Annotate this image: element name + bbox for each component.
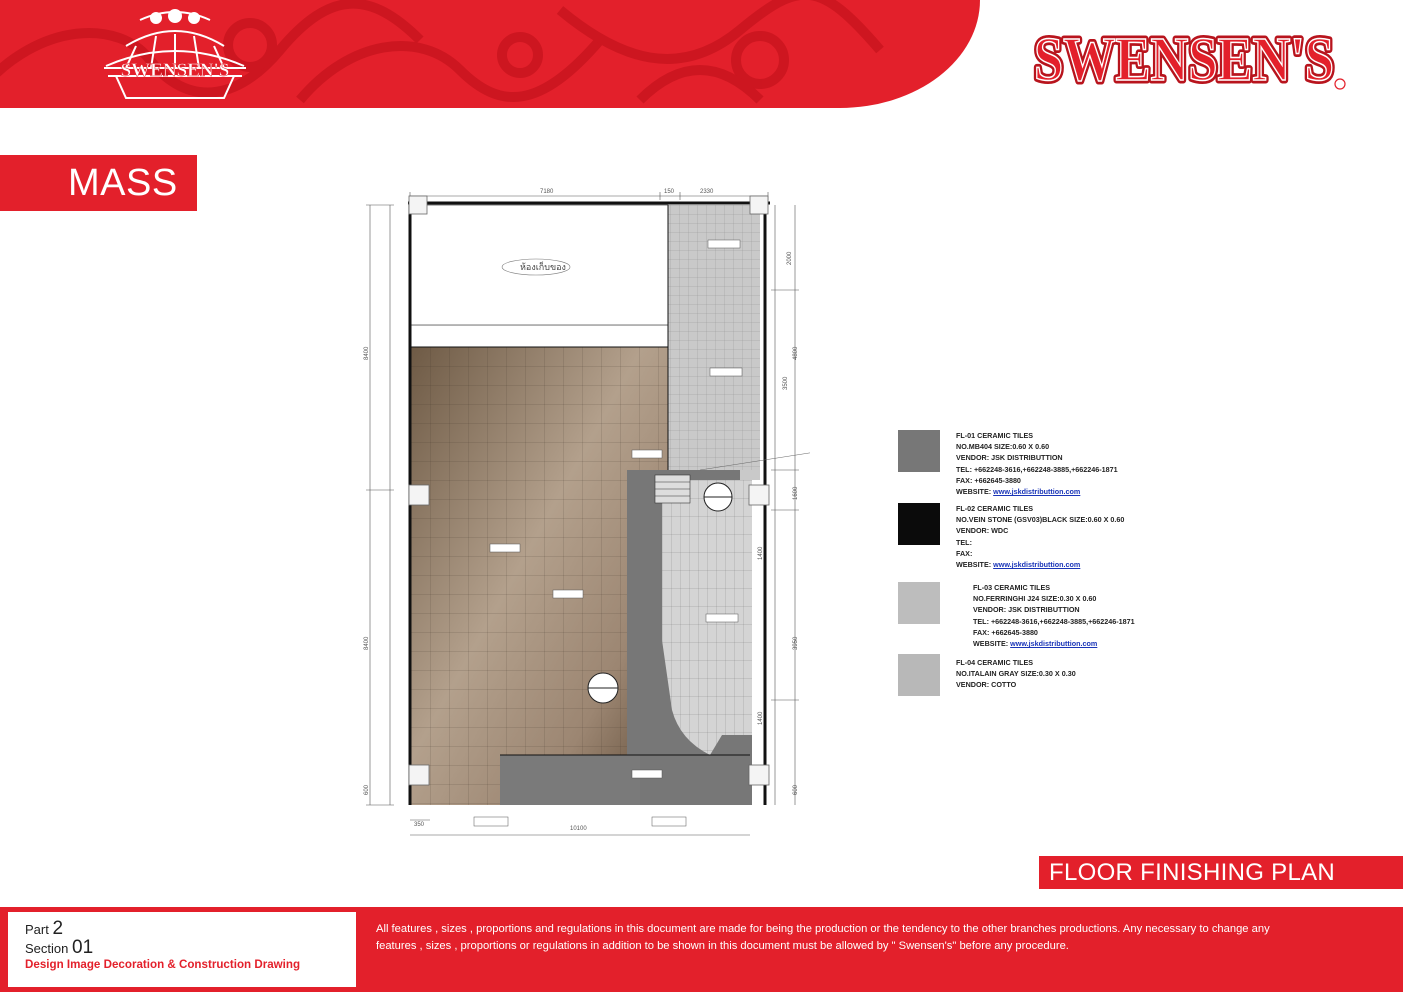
brand-wordmark: SWENSEN'S: [1034, 26, 1334, 94]
storage-room-label: ห้องเก็บของ: [520, 263, 566, 273]
dim-bottom-1: 350: [414, 822, 425, 828]
dim-bottom-2: 10100: [570, 826, 587, 832]
dim-right-5: 1400: [758, 711, 764, 725]
legend-swatch: [898, 430, 940, 472]
dim-right-3: 4800: [793, 346, 799, 360]
dim-right-1: 2000: [787, 251, 793, 265]
floor-plan-drawing: [340, 160, 810, 850]
disclaimer-text: All features , sizes , proportions and regulations in this document are made for being the production or the tendency to the other branches productions. Any necessary to change any features , sizes , proportions or regulations in addition to be shown in this document must be allowed by " Swensen's" before any procedure.: [376, 923, 1270, 952]
dim-top-3: 2330: [700, 189, 714, 195]
dim-top-1: 7180: [540, 189, 554, 195]
dim-right-4: 1400: [758, 546, 764, 560]
dim-left-1: 8400: [364, 346, 370, 360]
section-tab: MASS: [0, 155, 197, 211]
part-number: 2: [52, 918, 64, 939]
dim-top-2: 150: [664, 189, 675, 195]
part-label: Part 2: [25, 918, 64, 939]
svg-text:SWENSEN'S: SWENSEN'S: [1034, 26, 1334, 94]
material-legend: FL-01 CERAMIC TILES NO.MB404 SIZE:0.60 X 0.60 VENDOR: JSK DISTRIBUTTION TEL: +662248-3616,+662248-3885,+662246-1871 FAX: +662645-3880 WEBSITE: www.jskdistributtion.com FL-02 CERAMIC TILES NO.VEIN STONE (GSV03)BLACK SIZE:0.60 X 0.60 VENDOR: WDC TEL: FAX: WEBSITE: www.jskdistributtion.com FL-03 CERAMIC TILES NO.FERRINGHI J24 SIZE:0.30 X 0.60 VENDOR: JSK DISTRIBUTTION TEL: +662248-3616,+662248-3885,+662246-1871 FAX: +662645-3880 WEBSITE: www.jskdistributtion.com FL-04 CERAMIC TILES NO.ITALAIN GRAY SIZE:0.30 X 0.30 VENDOR: COTTO: [880, 412, 1170, 712]
website-link[interactable]: www.jskdistributtion.com: [993, 560, 1081, 570]
step-element: [655, 475, 690, 503]
legend-swatch: [898, 503, 940, 545]
legend-swatch: [898, 654, 940, 696]
emblem-text: SWENSEN'S: [120, 60, 230, 81]
top-banner: [0, 0, 980, 108]
document-title: Design Image Decoration & Construction Drawing: [25, 958, 301, 971]
website-link[interactable]: www.jskdistributtion.com: [1010, 639, 1098, 649]
dim-right-7: 1600: [793, 486, 799, 500]
dim-right-6: 3950: [793, 636, 799, 650]
carousel-emblem-icon: [96, 6, 254, 104]
dim-right-8: 600: [793, 784, 799, 795]
legend-swatch: [898, 582, 940, 624]
dim-right-2: 3500: [783, 376, 789, 390]
swensens-logo: [1030, 18, 1350, 98]
dim-left-2: 8400: [364, 636, 370, 650]
plan-title: FLOOR FINISHING PLAN: [1039, 856, 1403, 889]
section-label: Section 01: [25, 937, 94, 958]
section-number: 01: [72, 937, 94, 958]
dim-left-3: 600: [364, 784, 370, 795]
website-link[interactable]: www.jskdistributtion.com: [993, 487, 1081, 497]
